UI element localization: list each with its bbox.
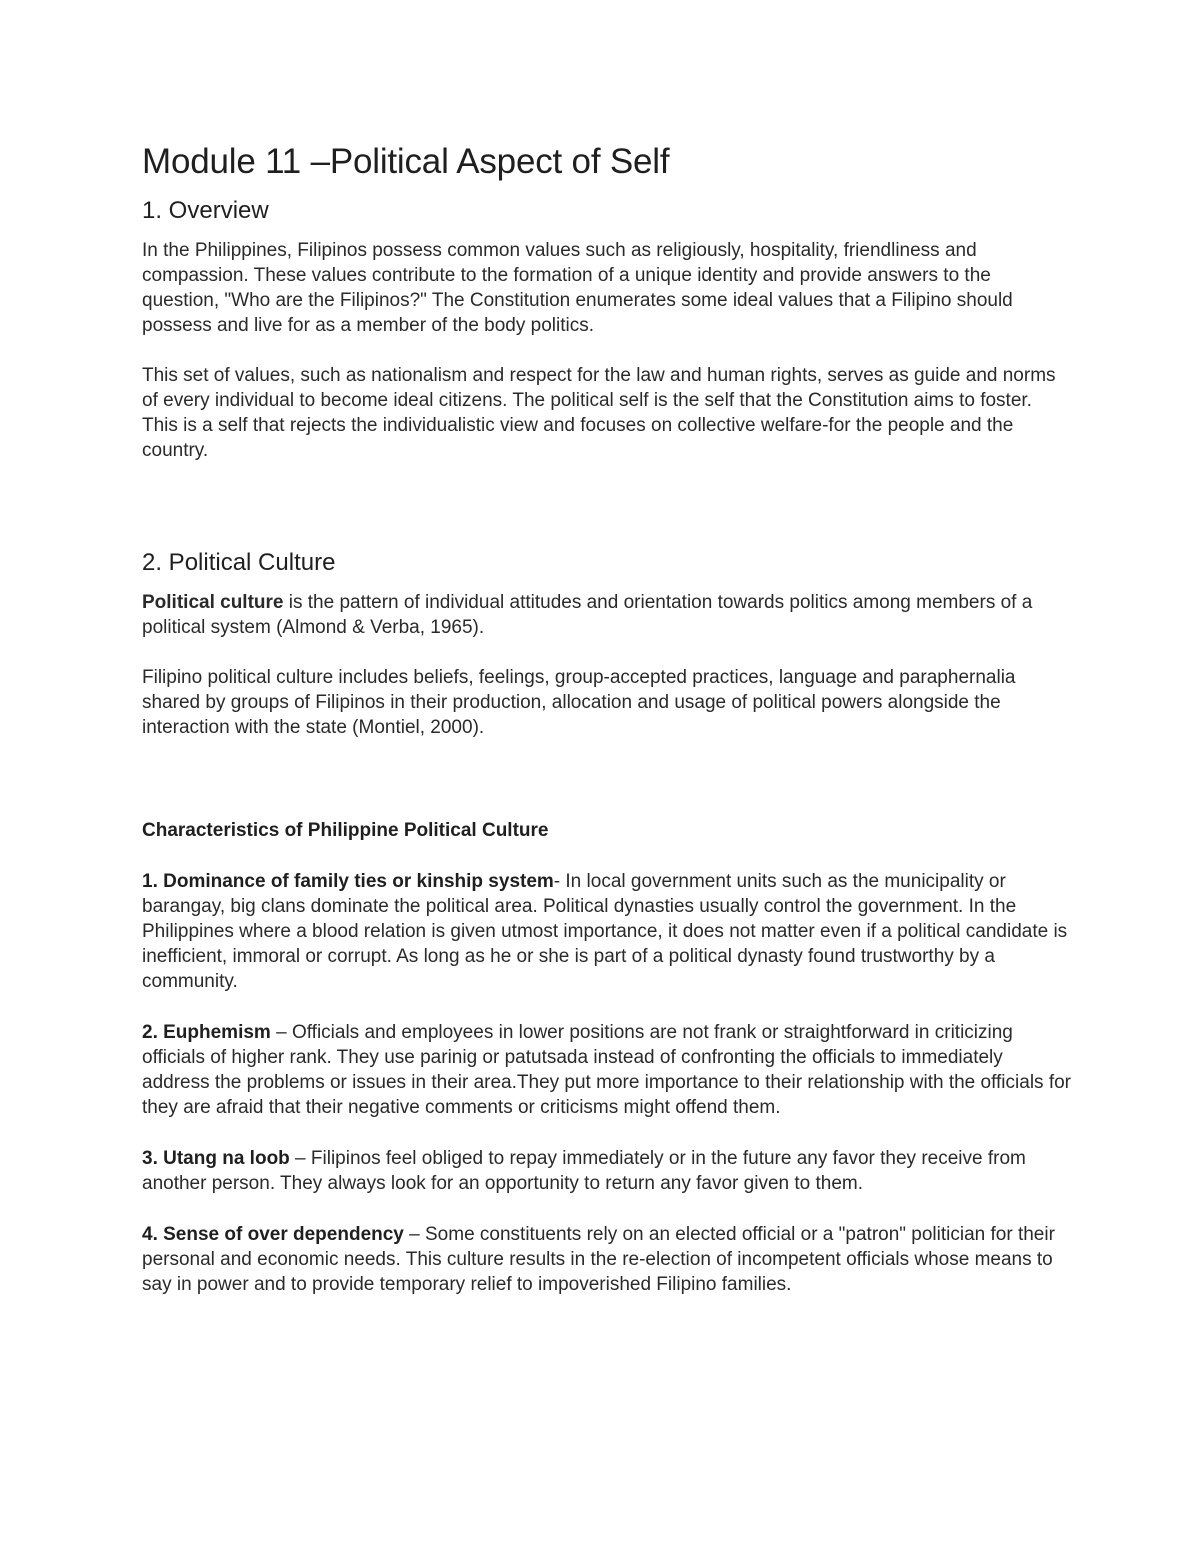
political-culture-paragraph: Filipino political culture includes beliefs, feelings, group-accepted practices, language and paraphernalia shared by groups of Filipinos in their production, allocation and usage of political powers alongside the interaction with the state (Montiel, 2000). bbox=[142, 667, 1016, 738]
characteristic-item-2 bbox=[142, 1020, 1072, 1120]
political-culture-definition bbox=[142, 590, 1072, 640]
political-culture-heading: 2. Political Culture bbox=[142, 549, 336, 576]
characteristic-term-4: 4. Sense of over dependency bbox=[142, 1224, 404, 1245]
characteristic-term-3: 3. Utang na loob bbox=[142, 1148, 290, 1169]
overview-paragraph-1: In the Philippines, Filipinos possess common values such as religiously, hospitality, friendliness and compassion. These values contribute to the formation of a unique identity and provide answers to the question, "Who are the Filipinos?" The Constitution enumerates some ideal values that a Filipino should possess and live for as a member of the body politics. bbox=[142, 240, 1013, 336]
characteristic-item-4 bbox=[142, 1222, 1072, 1297]
definition-text: is the pattern of individual attitudes and orientation towards politics among members of a political system (Almond & Verba, 1965). bbox=[142, 592, 1033, 638]
definition-term: Political culture bbox=[142, 592, 284, 613]
characteristic-text-4: – Some constituents rely on an elected official or a "patron" politician for their personal and economic needs. This culture results in the re-election of incompetent officials whose means to say in power and to provide temporary relief to impoverished Filipino families. bbox=[142, 1224, 1055, 1295]
page-title: Module 11 –Political Aspect of Self bbox=[142, 142, 670, 181]
characteristic-text-2: – Officials and employees in lower positions are not frank or straightforward in criticizing officials of higher rank. They use parinig or patutsada instead of confronting the officials to immediately address the problems or issues in their area.They put more importance to their relationship with the officials for they are afraid that their negative comments or criticisms might offend them. bbox=[142, 1022, 1071, 1118]
characteristic-text-3: – Filipinos feel obliged to repay immediately or in the future any favor they receive from another person. They always look for an opportunity to return any favor given to them. bbox=[142, 1148, 1026, 1194]
characteristic-term-2: 2. Euphemism bbox=[142, 1022, 271, 1043]
overview-heading: 1. Overview bbox=[142, 197, 269, 224]
characteristic-text-1: - In local government units such as the municipality or barangay, big clans dominate the political area. Political dynasties usually control the government. In the Philippines where a blood relation is given utmost importance, it does not matter even if a political candidate is inefficient, immoral or corrupt. As long as he or she is part of a political dynasty found trustworthy by a community. bbox=[142, 871, 1068, 992]
document-page bbox=[142, 140, 1072, 1297]
overview-paragraph-2: This set of values, such as nationalism and respect for the law and human rights, serves as guide and norms of every individual to become ideal citizens. The political self is the self that the Constitution aims to foster. This is a self that rejects the individualistic view and focuses on collective welfare-for the people and the country. bbox=[142, 365, 1056, 461]
characteristic-term-1: 1. Dominance of family ties or kinship system bbox=[142, 871, 554, 892]
characteristic-item-3 bbox=[142, 1146, 1072, 1196]
characteristic-item-1 bbox=[142, 869, 1072, 994]
characteristics-heading: Characteristics of Philippine Political Culture bbox=[142, 820, 549, 841]
